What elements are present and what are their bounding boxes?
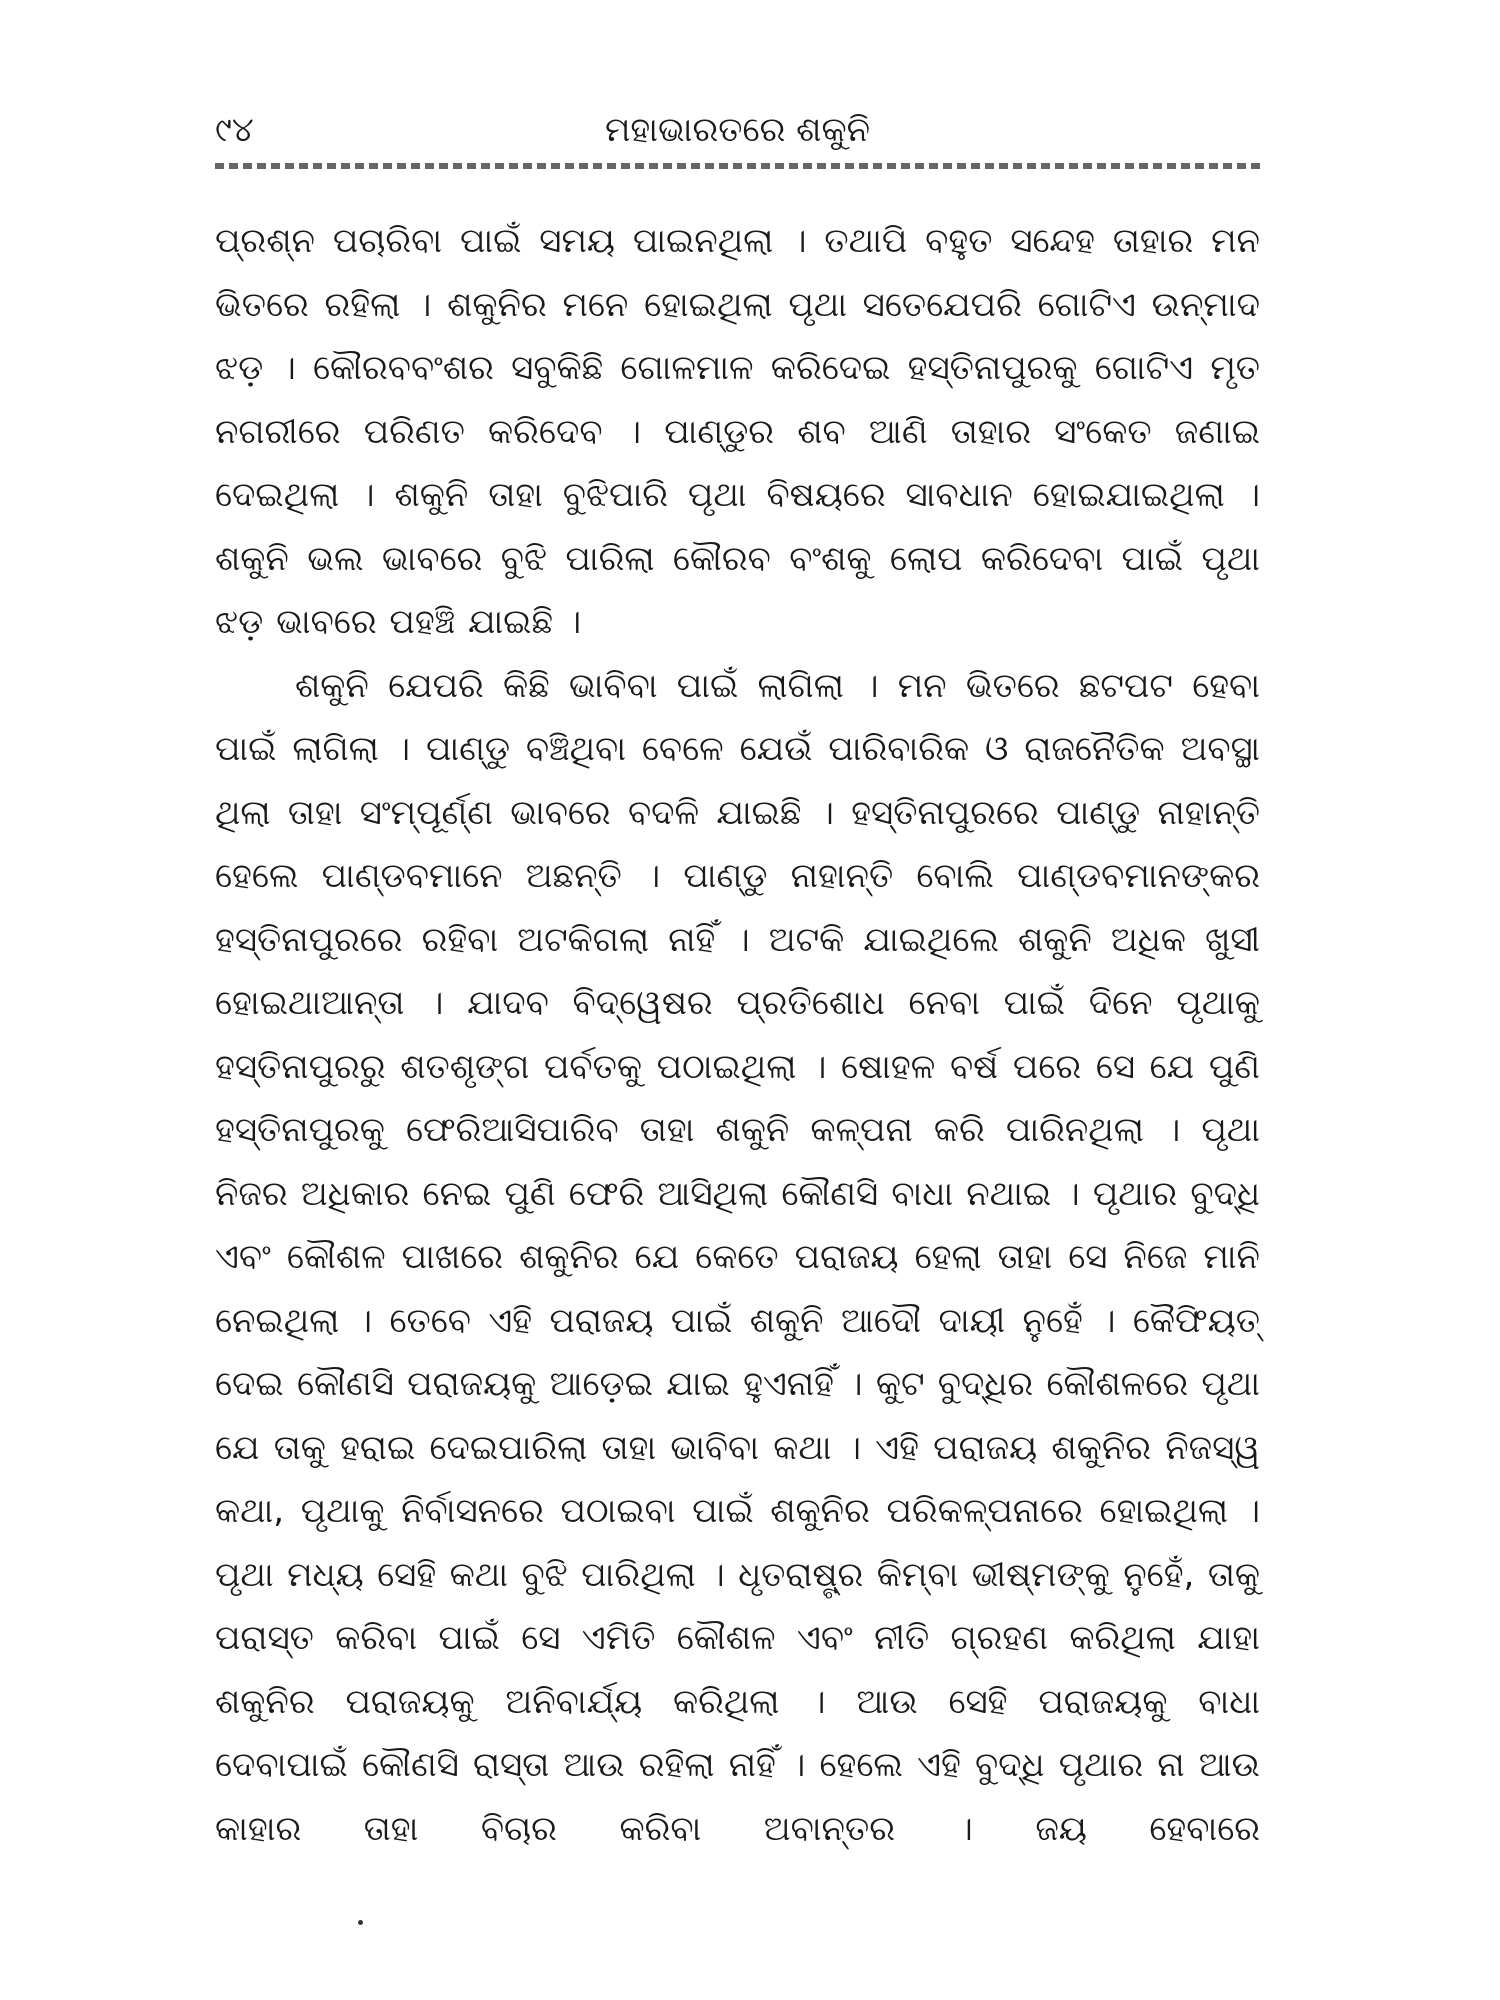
page-number: ୯୪ (215, 110, 254, 150)
body-text (215, 210, 1260, 1861)
print-speck (358, 1920, 363, 1925)
running-title: ମହାଭାରତରେ ଶକୁନି (605, 110, 870, 150)
header-divider (215, 163, 1260, 169)
page-header (215, 105, 1260, 155)
paragraph-1: ପ୍ରଶ୍ନ ପଚାରିବା ପାଇଁ ସମୟ ପାଇନଥିଲା । ତଥାପି ବହୁତ ସନ୍ଦେହ ତାହାର ମନ ଭିତରେ ରହିଲା । ଶକୁନିର ମନେ ହୋଇଥିଲା ପୃଥା ସତେଯେପରି ଗୋଟିଏ ଉନ୍ମାଦ ଝଡ଼ । କୌରବବଂଶର ସବୁକିଛି ଗୋଳମାଳ କରିଦେଇ ହସ୍ତିନାପୁରକୁ ଗୋଟିଏ ମୃତ ନଗରୀରେ ପରିଣତ କରିଦେବ । ପାଣ୍ଡୁର ଶବ ଆଣି ତାହାର ସଂକେତ ଜଣାଇ ଦେଇଥିଲା । ଶକୁନି ତାହା ବୁଝିପାରି ପୃଥା ବିଷୟରେ ସାବଧାନ ହୋଇଯାଇଥିଲା । ଶକୁନି ଭଲ ଭାବରେ ବୁଝି ପାରିଲା କୌରବ ବଂଶକୁ ଲୋପ କରିଦେବା ପାଇଁ ପୃଥା ଝଡ଼ ଭାବରେ ପହଞ୍ଚି ଯାଇଛି । (215, 221, 1260, 642)
paragraph-2: ଶକୁନି ଯେପରି କିଛି ଭାବିବା ପାଇଁ ଲାଗିଲା । ମନ ଭିତରେ ଛଟପଟ ହେବା ପାଇଁ ଲାଗିଲା । ପାଣ୍ଡୁ ବଞ୍ଚିଥିବା ବେଳେ ଯେଉଁ ପାରିବାରିକ ଓ ରାଜନୈତିକ ଅବସ୍ଥା ଥିଲା ତାହା ସଂମ୍ପୂର୍ଣ୍ଣ ଭାବରେ ବଦଳି ଯାଇଛି । ହସ୍ତିନାପୁରରେ ପାଣ୍ଡୁ ନାହାନ୍ତି ହେଲେ ପାଣ୍ଡବମାନେ ଅଛନ୍ତି । ପାଣ୍ଡୁ ନାହାନ୍ତି ବୋଲି ପାଣ୍ଡବମାନଙ୍କର ହସ୍ତିନାପୁରରେ ରହିବା ଅଟକିଗଲା ନାହିଁ । ଅଟକି ଯାଇଥିଲେ ଶକୁନି ଅଧିକ ଖୁସୀ ହୋଇଥାଆନ୍ତା । ଯାଦବ ବିଦ୍ୱେଷର ପ୍ରତିଶୋଧ ନେବା ପାଇଁ ଦିନେ ପୃଥାକୁ ହସ୍ତିନାପୁରରୁ ଶତଶୃଙ୍ଗ ପର୍ବତକୁ ପଠାଇଥିଲା । ଷୋହଳ ବର୍ଷ ପରେ ସେ ଯେ ପୁଣି ହସ୍ତିନାପୁରକୁ ଫେରିଆସିପାରିବ ତାହା ଶକୁନି କଳ୍ପନା କରି ପାରିନଥିଲା । ପୃଥା ନିଜର ଅଧିକାର ନେଇ ପୁଣି ଫେରି ଆସିଥିଲା କୌଣସି ବାଧା ନଥାଇ । ପୃଥାର ବୁଦ୍ଧି ଏବଂ କୌଶଳ ପାଖରେ ଶକୁନିର ଯେ କେତେ ପରାଜୟ ହେଲା ତାହା ସେ ନିଜେ ମାନି ନେଇଥିଲା । ତେବେ ଏହି ପରାଜୟ ପାଇଁ ଶକୁନି ଆଦୌ ଦାୟୀ ନୁହେଁ । କୈଫିୟତ୍ ଦେଇ କୌଣସି ପରାଜୟକୁ ଆଡ଼େଇ ଯାଇ ହୁଏନାହିଁ । କୁଟ ବୁଦ୍ଧିର କୌଶଳରେ ପୃଥା ଯେ ତାକୁ ହରାଇ ଦେଇପାରିଲା ତାହା ଭାବିବା କଥା । ଏହି ପରାଜୟ ଶକୁନିର ନିଜସ୍ୱ କଥା, ପୃଥାକୁ ନିର୍ବାସନରେ ପଠାଇବା ପାଇଁ ଶକୁନିର ପରିକଳ୍ପନାରେ ହୋଇଥିଲା । ପୃଥା ମଧ୍ୟ ସେହି କଥା ବୁଝି ପାରିଥିଲା । ଧୃତରାଷ୍ଟ୍ର କିମ୍ବା ଭୀଷ୍ମଙ୍କୁ ନୁହେଁ, ତାକୁ ପରାସ୍ତ କରିବା ପାଇଁ ସେ ଏମିତି କୌଶଳ ଏବଂ ନୀତି ଗ୍ରହଣ କରିଥିଲା ଯାହା ଶକୁନିର ପରାଜୟକୁ ଅନିବାର୍ଯ୍ୟ କରିଥିଲା । ଆଉ ସେହି ପରାଜୟକୁ ବାଧା ଦେବାପାଇଁ କୌଣସି ରାସ୍ତା ଆଉ ରହିଲା ନାହିଁ । ହେଲେ ଏହି ବୁଦ୍ଧି ପୃଥାର ନା ଆଉ କାହାର ତାହା ବିଚାର କରିବା ଅବାନ୍ତର । ଜୟ ହେବାରେ (215, 665, 1260, 1849)
